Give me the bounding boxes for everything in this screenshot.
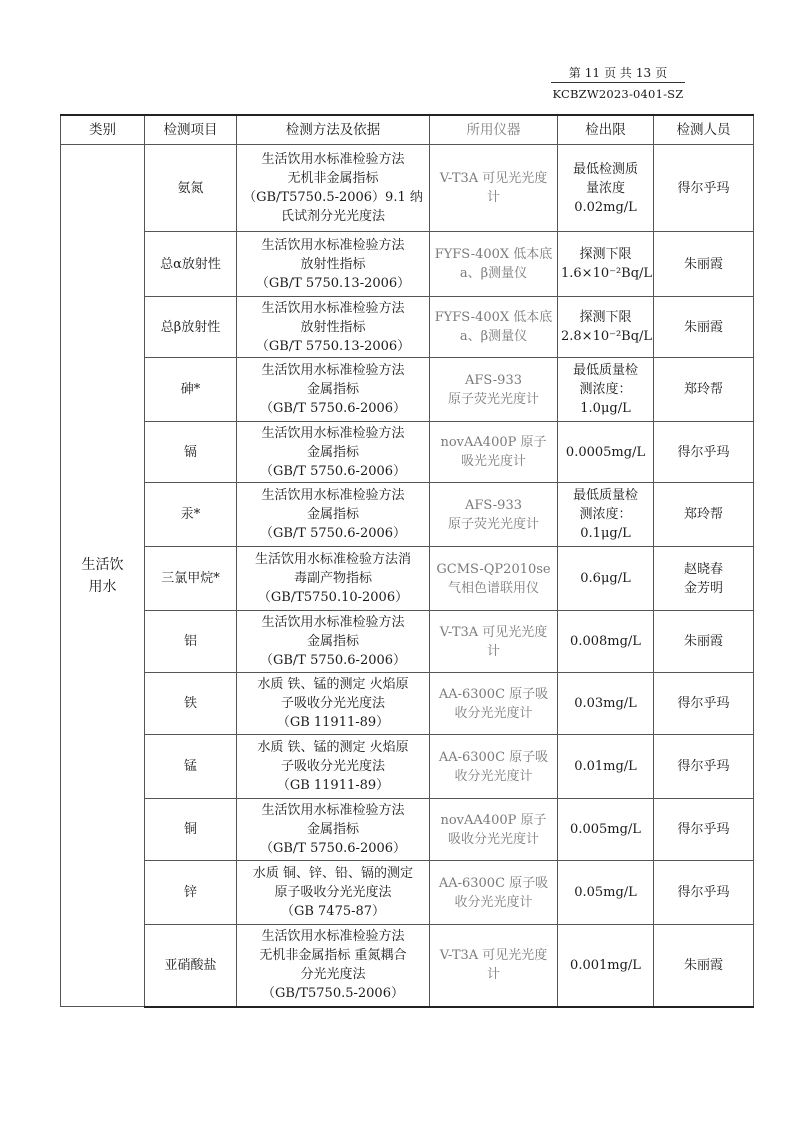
method-cell-line: （GB 7475-87）	[280, 904, 386, 919]
item-cell: 铁	[145, 673, 237, 735]
method-cell	[237, 483, 430, 547]
method-cell	[237, 735, 430, 799]
table-row	[61, 861, 754, 925]
table-row	[61, 422, 754, 483]
personnel-cell-line: 朱丽霞	[683, 634, 723, 649]
table-row	[61, 735, 754, 799]
method-cell-line: 水质 铜、锌、铅、镉的测定	[252, 866, 414, 881]
instrument-cell	[430, 422, 558, 483]
personnel-cell	[654, 735, 754, 799]
category-line: 用水	[88, 578, 117, 595]
item-cell: 亚硝酸盐	[145, 925, 237, 1007]
method-cell-line: 无机非金属指标	[287, 171, 379, 186]
limit-cell	[558, 145, 654, 232]
limit-cell-line: 0.0005mg/L	[565, 444, 646, 460]
instrument-cell-line: 计	[486, 190, 500, 205]
limit-cell-line: 测浓度：	[579, 382, 632, 397]
personnel-cell-line: 赵晓春	[683, 561, 723, 577]
table-row	[61, 925, 754, 1007]
limit-cell	[558, 483, 654, 547]
method-cell-line: （GB/T5750.5-2006）	[262, 986, 404, 1002]
instrument-cell-line: V-T3A 可见光光度	[439, 171, 548, 186]
instrument-cell-line: FYFS-400X 低本底	[434, 247, 553, 262]
instrument-cell	[430, 145, 558, 232]
personnel-cell-line: 朱丽霞	[683, 319, 723, 335]
instrument-cell-line: V-T3A 可见光光度	[439, 948, 548, 964]
personnel-cell-line: 郑玲帮	[683, 382, 723, 397]
limit-cell-line: 探测下限	[579, 247, 632, 262]
table-row	[61, 673, 754, 735]
limit-cell	[558, 673, 654, 735]
document-code: KCBZW2023-0401-SZ	[552, 87, 684, 101]
personnel-cell-line: 得尔乎玛	[677, 696, 730, 711]
personnel-cell-line: 朱丽霞	[683, 957, 723, 973]
instrument-cell	[430, 483, 558, 547]
method-cell-line: （GB/T5750.10-2006）	[257, 590, 409, 605]
test-results-table	[60, 114, 754, 1008]
page-mid: 页 共	[604, 66, 632, 80]
item-cell: 三氯甲烷*	[145, 547, 237, 611]
method-cell-line: （GB/T 5750.6-2006）	[259, 401, 407, 416]
instrument-cell	[430, 297, 558, 358]
limit-cell-line: 1.6×10⁻²Bq/L	[561, 266, 653, 281]
limit-cell	[558, 358, 654, 422]
method-cell-line: （GB/T 5750.6-2006）	[259, 653, 407, 668]
limit-cell-line: 0.03mg/L	[574, 696, 637, 711]
method-cell	[237, 297, 430, 358]
limit-cell	[558, 925, 654, 1007]
personnel-cell	[654, 611, 754, 673]
method-cell-line: （GB 11911-89）	[276, 715, 390, 730]
item-cell: 铝	[145, 611, 237, 673]
method-cell	[237, 547, 430, 611]
limit-cell	[558, 547, 654, 611]
limit-cell	[558, 297, 654, 358]
instrument-cell-line: AFS-933	[465, 497, 522, 513]
instrument-cell-line: 计	[486, 967, 500, 983]
limit-cell	[558, 232, 654, 297]
method-cell-line: 生活饮用水标准检验方法消	[254, 552, 411, 567]
method-cell-line: （GB/T 5750.13-2006）	[255, 338, 411, 354]
table-row	[61, 358, 754, 422]
item-cell: 铜	[145, 799, 237, 861]
column-header-item: 检测项目	[145, 115, 237, 145]
method-cell	[237, 145, 430, 232]
limit-cell	[558, 611, 654, 673]
page-prefix: 第	[568, 66, 581, 80]
instrument-cell	[430, 925, 558, 1007]
instrument-cell-line: 气相色谱联用仪	[447, 580, 539, 596]
column-header-personnel: 检测人员	[654, 115, 754, 145]
method-cell-line: （GB/T 5750.6-2006）	[259, 841, 407, 856]
table-row	[61, 547, 754, 611]
instrument-cell-line: novAA400P 原子	[440, 435, 547, 450]
column-header-instrument: 所用仪器	[430, 115, 558, 145]
personnel-cell	[654, 232, 754, 297]
instrument-cell-line: V-T3A 可见光光度	[439, 624, 548, 640]
method-cell-line: 水质 铁、锰的测定 火焰原	[257, 740, 409, 755]
personnel-cell	[654, 861, 754, 925]
personnel-cell-line: 得尔乎玛	[677, 822, 730, 837]
method-cell-line: 氏试剂分光光度法	[280, 209, 385, 224]
page-header	[551, 66, 685, 101]
table-header-row	[61, 115, 754, 145]
limit-cell-line: 量浓度	[585, 180, 625, 196]
instrument-cell-line: 收分光光度计	[454, 768, 533, 784]
instrument-cell-line: 吸收分光光度计	[447, 831, 539, 847]
personnel-cell-line: 得尔乎玛	[677, 759, 730, 774]
item-cell: 镉	[145, 422, 237, 483]
instrument-cell	[430, 611, 558, 673]
limit-cell	[558, 861, 654, 925]
instrument-cell	[430, 547, 558, 611]
page-current: 11	[584, 66, 601, 80]
limit-cell	[558, 735, 654, 799]
method-cell-line: 生活饮用水标准检验方法	[261, 152, 405, 167]
method-cell-line: 生活饮用水标准检验方法	[261, 300, 405, 316]
method-cell-line: 金属指标	[306, 822, 359, 837]
instrument-cell-line: AA-6300C 原子吸	[438, 686, 549, 702]
page-total: 13	[635, 66, 652, 80]
instrument-cell-line: novAA400P 原子	[440, 812, 547, 828]
limit-cell-line: 最低质量检	[572, 488, 638, 503]
limit-cell-line: 0.01mg/L	[574, 759, 637, 774]
limit-cell-line: 0.005mg/L	[570, 822, 641, 837]
method-cell-line: （GB/T 5750.13-2006）	[255, 275, 411, 291]
instrument-cell	[430, 861, 558, 925]
table-row	[61, 483, 754, 547]
page-suffix: 页	[655, 66, 668, 80]
column-header-method: 检测方法及依据	[237, 115, 430, 145]
limit-cell-line: 0.008mg/L	[570, 634, 641, 649]
limit-cell-line: 1.0μg/L	[580, 401, 631, 416]
item-cell: 锌	[145, 861, 237, 925]
method-cell-line: 生活饮用水标准检验方法	[261, 363, 405, 378]
method-cell	[237, 232, 430, 297]
method-cell-line: 金属指标	[306, 382, 359, 397]
personnel-cell-line: 得尔乎玛	[677, 180, 730, 196]
method-cell-line: 水质 铁、锰的测定 火焰原	[257, 677, 409, 692]
personnel-cell-line: 郑玲帮	[683, 507, 723, 522]
instrument-cell-line: 吸光光度计	[460, 454, 526, 469]
method-cell-line: 金属指标	[306, 634, 359, 649]
method-cell-line: 分光光度法	[300, 967, 366, 983]
method-cell	[237, 925, 430, 1007]
instrument-cell	[430, 735, 558, 799]
method-cell-line: 生活饮用水标准检验方法	[261, 803, 405, 818]
table-row	[61, 232, 754, 297]
method-cell-line: （GB/T 5750.6-2006）	[259, 526, 407, 541]
personnel-cell-line: 金芳明	[683, 580, 723, 596]
personnel-cell	[654, 297, 754, 358]
limit-cell-line: 0.1μg/L	[580, 526, 631, 541]
personnel-cell-line: 得尔乎玛	[677, 444, 730, 460]
instrument-cell-line: AA-6300C 原子吸	[438, 749, 549, 765]
method-cell-line: 生活饮用水标准检验方法	[261, 615, 405, 630]
method-cell-line: 放射性指标	[300, 319, 366, 335]
table-row	[61, 611, 754, 673]
item-cell: 总β放射性	[145, 297, 237, 358]
method-cell-line: 放射性指标	[300, 256, 366, 272]
instrument-cell	[430, 673, 558, 735]
method-cell-line: 毒副产物指标	[293, 571, 372, 586]
instrument-cell	[430, 358, 558, 422]
instrument-cell-line: GCMS-QP2010se	[436, 561, 551, 577]
method-cell-line: 子吸收分光光度法	[280, 759, 385, 774]
limit-cell-line: 0.05mg/L	[574, 885, 637, 900]
instrument-cell-line: 原子荧光光度计	[447, 516, 539, 532]
limit-cell-line: 0.02mg/L	[574, 199, 637, 215]
page-number	[551, 66, 685, 83]
table-row	[61, 297, 754, 358]
personnel-cell	[654, 673, 754, 735]
instrument-cell-line: 计	[486, 643, 500, 659]
personnel-cell	[654, 422, 754, 483]
method-cell-line: 子吸收分光光度法	[280, 696, 385, 711]
category-line: 生活饮	[81, 556, 124, 573]
instrument-cell-line: 原子荧光光度计	[447, 391, 539, 407]
personnel-cell	[654, 547, 754, 611]
instrument-cell-line: 收分光光度计	[454, 894, 533, 910]
method-cell	[237, 422, 430, 483]
method-cell-line: 金属指标	[306, 444, 359, 460]
limit-cell-line: 0.6μg/L	[580, 571, 631, 586]
instrument-cell-line: a、β测量仪	[459, 266, 528, 281]
instrument-cell-line: FYFS-400X 低本底	[434, 310, 553, 325]
method-cell	[237, 673, 430, 735]
item-cell: 砷*	[145, 358, 237, 422]
method-cell-line: 无机非金属指标 重氮耦合	[259, 948, 407, 964]
limit-cell-line: 0.001mg/L	[570, 957, 641, 973]
item-cell: 氨氮	[145, 145, 237, 232]
instrument-cell-line: a、β测量仪	[459, 329, 528, 344]
item-cell: 锰	[145, 735, 237, 799]
method-cell	[237, 861, 430, 925]
method-cell-line: 生活饮用水标准检验方法	[261, 488, 405, 503]
method-cell-line: （GB 11911-89）	[276, 778, 390, 793]
instrument-cell-line: AA-6300C 原子吸	[438, 875, 549, 891]
method-cell-line: 原子吸收分光光度法	[274, 885, 392, 900]
limit-cell-line: 2.8×10⁻²Bq/L	[561, 329, 653, 344]
limit-cell-line: 测浓度：	[579, 507, 632, 522]
method-cell-line: （GB/T 5750.6-2006）	[259, 463, 407, 479]
instrument-cell-line: AFS-933	[465, 372, 522, 388]
limit-cell-line: 最低质量检	[572, 363, 638, 378]
method-cell-line: 生活饮用水标准检验方法	[261, 237, 405, 253]
table-row	[61, 799, 754, 861]
method-cell	[237, 799, 430, 861]
personnel-cell	[654, 483, 754, 547]
personnel-cell-line: 得尔乎玛	[677, 885, 730, 900]
personnel-cell-line: 朱丽霞	[683, 256, 723, 272]
method-cell-line: 生活饮用水标准检验方法	[261, 425, 405, 441]
instrument-cell-line: 收分光光度计	[454, 705, 533, 721]
instrument-cell	[430, 232, 558, 297]
item-cell: 总α放射性	[145, 232, 237, 297]
limit-cell	[558, 799, 654, 861]
category-cell	[61, 145, 145, 1007]
personnel-cell	[654, 799, 754, 861]
limit-cell-line: 探测下限	[579, 310, 632, 325]
item-cell: 汞*	[145, 483, 237, 547]
limit-cell	[558, 422, 654, 483]
table-row	[61, 145, 754, 232]
method-cell-line: （GB/T5750.5-2006）9.1 纳	[243, 190, 423, 205]
method-cell-line: 金属指标	[306, 507, 359, 522]
limit-cell-line: 最低检测质	[572, 161, 638, 177]
column-header-category: 类别	[61, 115, 145, 145]
column-header-limit: 检出限	[558, 115, 654, 145]
method-cell-line: 生活饮用水标准检验方法	[261, 929, 405, 945]
method-cell	[237, 358, 430, 422]
instrument-cell	[430, 799, 558, 861]
personnel-cell	[654, 358, 754, 422]
personnel-cell	[654, 145, 754, 232]
personnel-cell	[654, 925, 754, 1007]
method-cell	[237, 611, 430, 673]
